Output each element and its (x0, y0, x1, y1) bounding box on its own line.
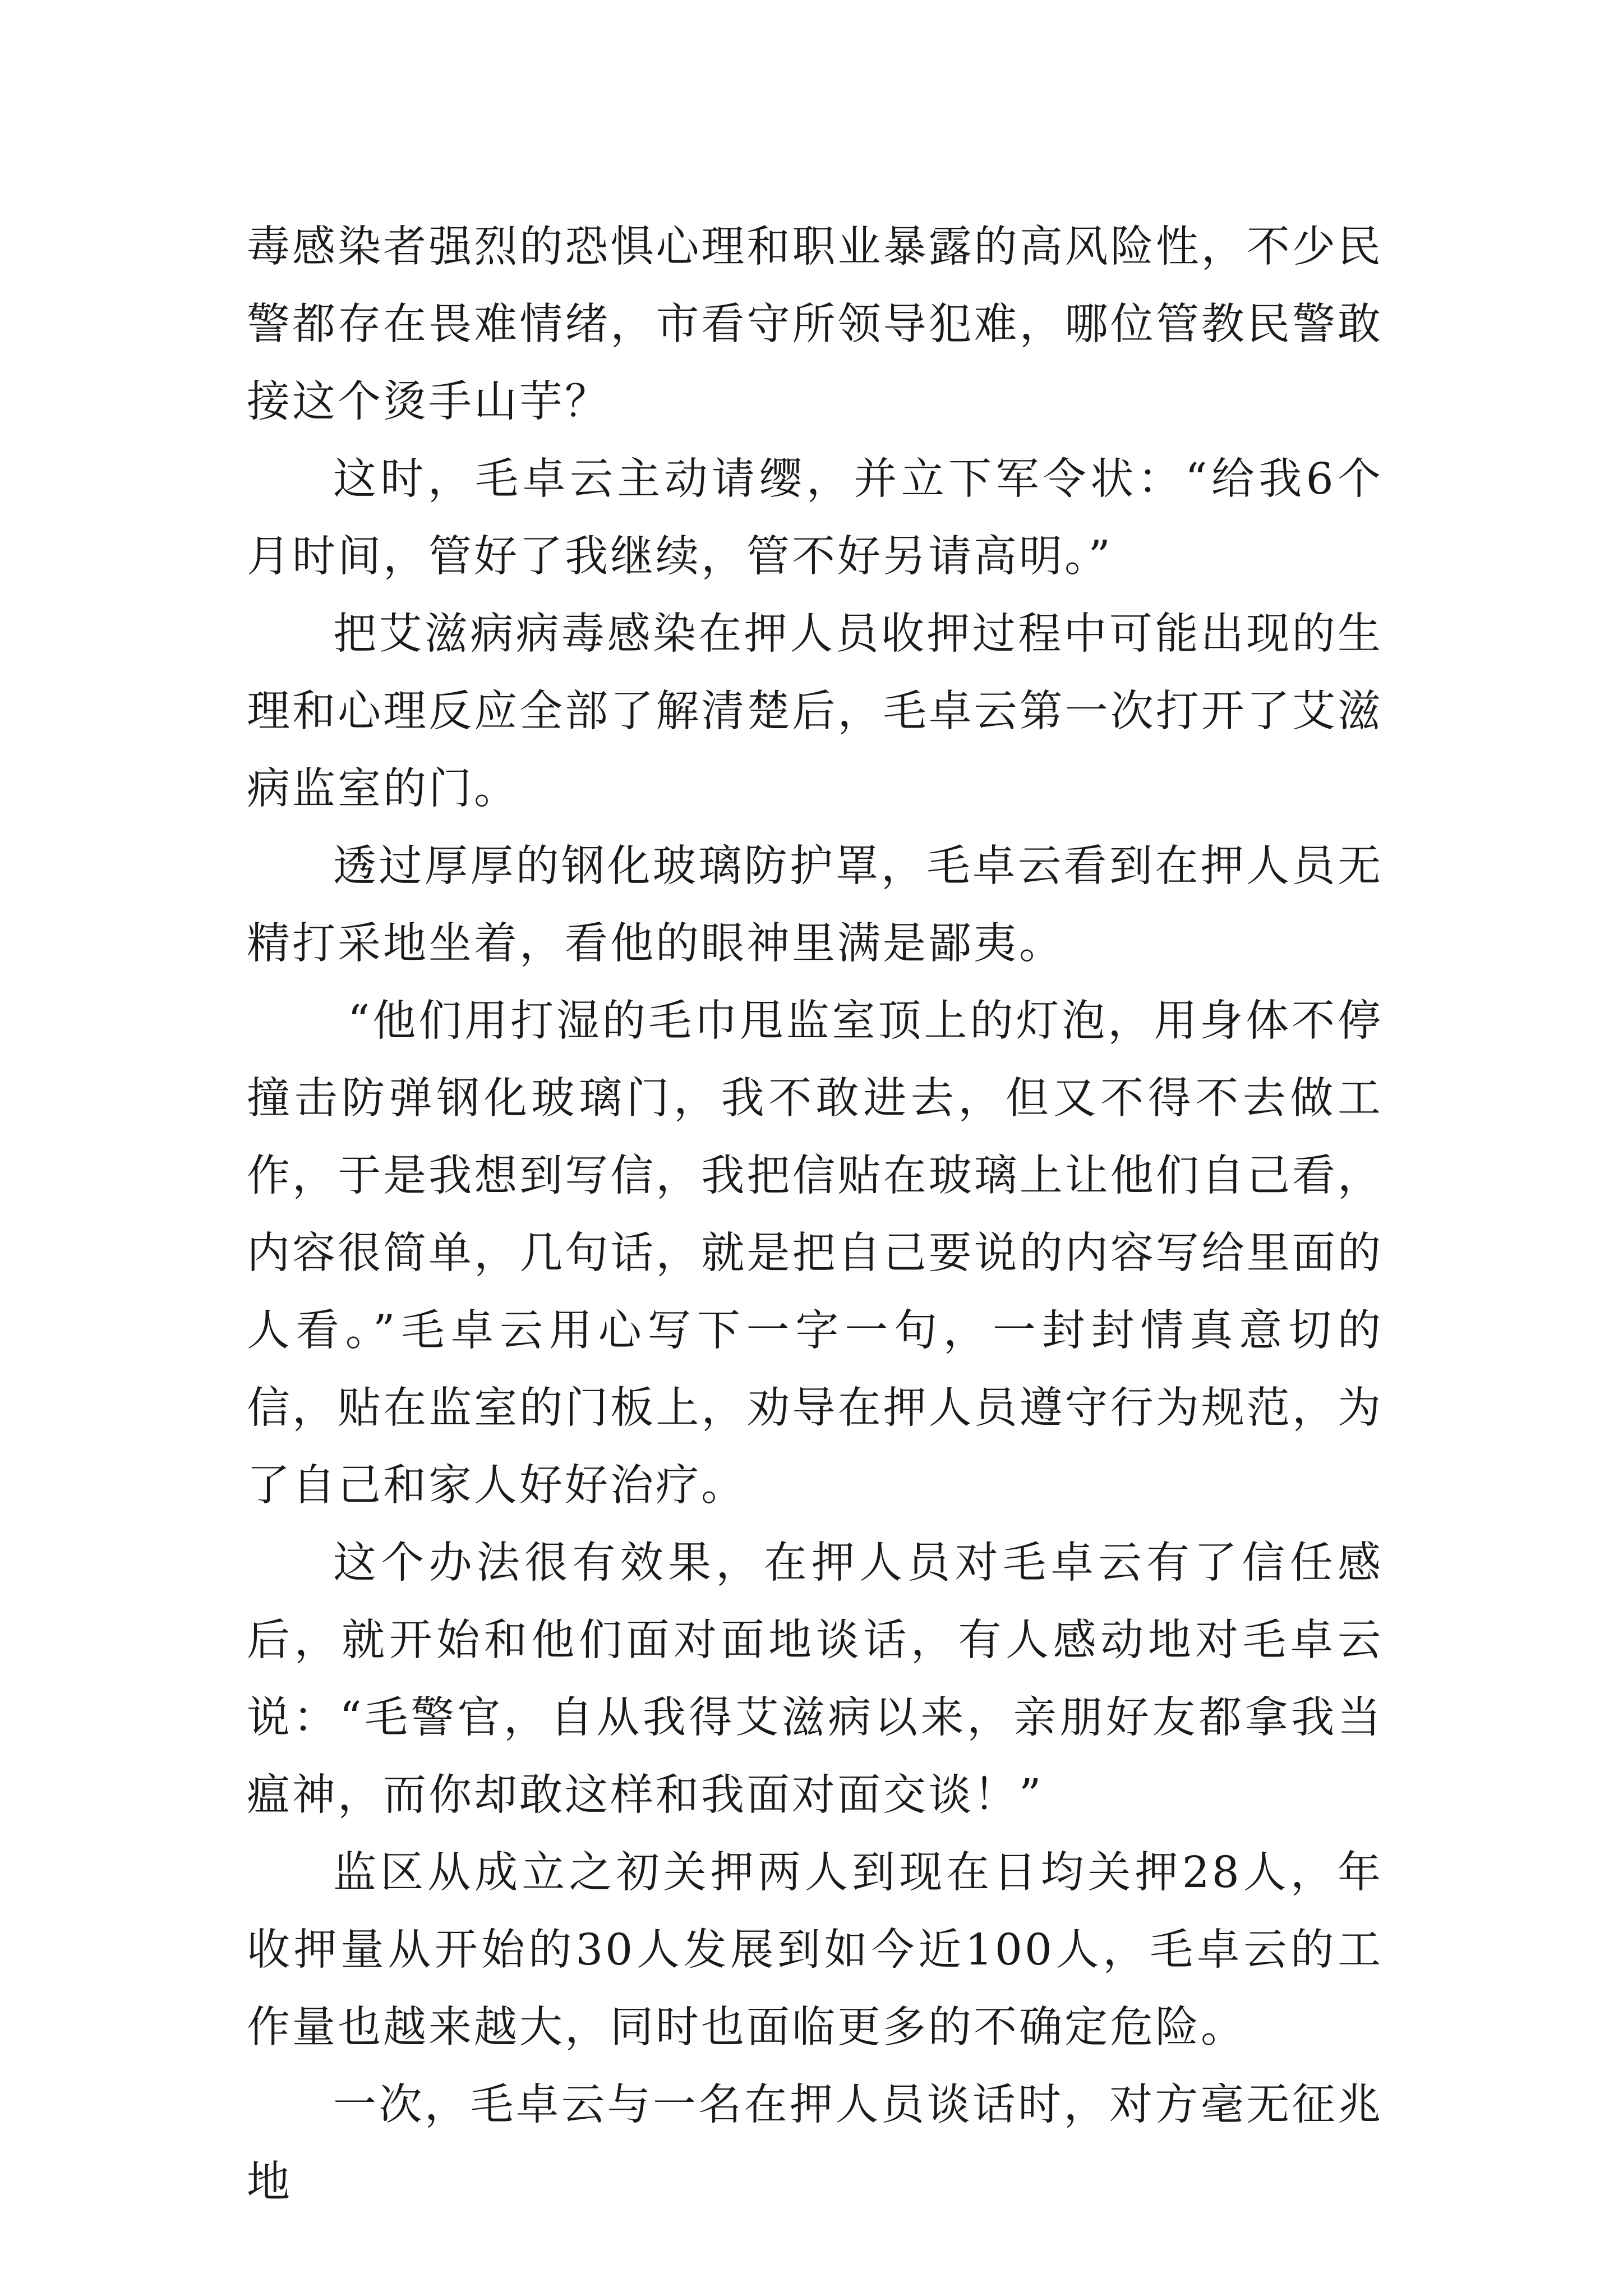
paragraph: 把艾滋病病毒感染在押人员收押过程中可能出现的生理和心理反应全部了解清楚后，毛卓云第一次打开了艾滋病监室的门。 (247, 609, 1383, 814)
body-text (247, 209, 1383, 2221)
paragraph: 透过厚厚的钢化玻璃防护罩，毛卓云看到在押人员无精打采地坐着，看他的眼神里满是鄙夷。 (247, 841, 1383, 969)
paragraph-continued: 毒感染者强烈的恐惧心理和职业暴露的高风险性，不少民警都存在畏难情绪，市看守所领导犯难，哪位管教民警敢接这个烫手山芋？ (247, 222, 1383, 427)
paragraph-quote: “他们用打湿的毛巾甩监室顶上的灯泡，用身体不停撞击防弹钢化玻璃门，我不敢进去，但又不得不去做工作，于是我想到写信，我把信贴在玻璃上让他们自己看，内容很简单，几句话，就是把自己要说的内容写给里面的人看。”毛卓云用心写下一字一句，一封封情真意切的信，贴在监室的门板上，劝导在押人员遵守行为规范，为了自己和家人好好治疗。 (247, 996, 1383, 1511)
paragraph: 监区从成立之初关押两人到现在日均关押28人，年收押量从开始的30人发展到如今近100人，毛卓云的工作量也越来越大，同时也面临更多的不确定危险。 (247, 1848, 1383, 2053)
paragraph: 这时，毛卓云主动请缨，并立下军令状：“给我6个月时间，管好了我继续，管不好另请高明。” (247, 454, 1383, 582)
paragraph: 这个办法很有效果，在押人员对毛卓云有了信任感后，就开始和他们面对面地谈话，有人感动地对毛卓云说：“毛警官，自从我得艾滋病以来，亲朋好友都拿我当瘟神，而你却敢这样和我面对面交谈！” (247, 1538, 1383, 1820)
paragraph: 一次，毛卓云与一名在押人员谈话时，对方毫无征兆地 (247, 2080, 1383, 2207)
